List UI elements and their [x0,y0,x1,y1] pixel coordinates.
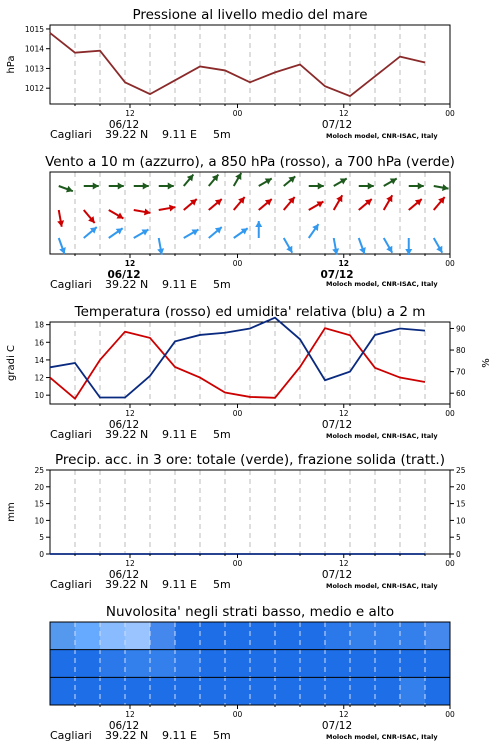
y-tick-label: 1015 [24,24,44,34]
y-tick-label: 1012 [24,84,44,94]
wind-arrow [159,183,174,190]
cloud-cell [275,650,301,678]
panel-title: Pressione al livello medio del mare [132,7,368,23]
y-tick-label: 1013 [24,64,44,74]
cloud-cell [275,622,301,650]
location-lon: 9.11 E [162,278,197,291]
date-label: 07/12 [321,419,353,431]
wind-arrow [434,197,445,210]
y2-tick-label: 20 [456,482,466,492]
x-tick-label: 12 [125,559,135,568]
location-lat: 39.22 N [105,428,149,441]
wind-arrow [359,183,374,190]
location-elev: 5m [213,729,231,742]
location-lon: 9.11 E [162,128,197,141]
date-label: 06/12 [108,419,140,431]
cloud-cell [125,622,151,650]
cloud-cell [325,650,351,678]
wind-arrow [134,183,149,190]
cloud-cell [50,677,76,705]
location-elev: 5m [213,128,231,141]
location-lat: 39.22 N [105,278,149,291]
cloud-cell [425,677,451,705]
cloud-cell [200,650,226,678]
cloud-cell [325,677,351,705]
cloud-cell [125,677,151,705]
date-label: 06/12 [108,569,140,581]
wind-arrow [405,238,412,255]
wind-arrow [109,228,123,238]
cloud-cell [175,622,201,650]
cloud-cell [300,622,326,650]
cloud-cell [325,622,351,650]
y2-tick-label: 70 [456,367,466,377]
x-tick-label: 00 [445,109,455,118]
cloud-cell [200,677,226,705]
wind-arrow [184,199,197,210]
cloud-cell [275,677,301,705]
cloud-cell [350,650,376,678]
x-tick-label: 00 [232,559,243,568]
wind-arrow-head [368,183,374,190]
x-tick-label: 00 [232,109,243,118]
x-tick-label: 12 [125,710,135,719]
cloud-cell [425,622,451,650]
cloud-cell [100,650,126,678]
wind-arrow [359,238,366,254]
cloud-cell [225,650,251,678]
model-credit: Moloch model, CNR-ISAC, Italy [326,582,438,590]
wind-arrow-head [318,183,324,190]
wind-arrow [332,238,339,255]
cloud-cell [300,677,326,705]
wind-arrow-head [418,183,424,190]
cloud-cell [400,650,426,678]
cloud-cell [375,677,401,705]
y-tick-label: 25 [34,466,44,475]
y2-tick-label: 0 [456,550,461,559]
x-tick-label: 00 [445,559,455,568]
cloud-cell [75,677,101,705]
location-name: Cagliari [50,578,92,591]
wind-arrow [334,178,347,186]
wind-arrow [409,183,424,190]
cloud-cell [250,650,276,678]
wind-arrow [109,210,124,219]
x-tick-label: 00 [232,259,243,268]
cloud-cell [100,677,126,705]
wind-arrow [259,199,272,210]
cloud-cell [375,622,401,650]
wind-arrow [159,205,176,212]
date-label: 06/12 [107,269,141,281]
wind-arrow [184,229,199,238]
wind-arrow [434,238,443,253]
wind-arrow-head [255,221,262,227]
y-tick-label: 5 [39,533,44,543]
cloud-cell [300,650,326,678]
cloud-cell [350,622,376,650]
x-tick-label: 12 [338,109,349,118]
x-tick-label: 00 [445,409,455,418]
wind-arrow [284,238,293,253]
wind-arrow [209,199,222,210]
wind-arrow [84,210,95,223]
wind-arrow [109,183,124,190]
y2-tick-label: 80 [456,346,466,356]
date-label: 07/12 [321,569,353,581]
humidity-line [50,318,425,398]
wind-arrow [84,183,99,190]
location-name: Cagliari [50,128,92,141]
location-name: Cagliari [50,428,92,441]
cloud-cell [375,650,401,678]
date-label: 07/12 [321,119,353,131]
cloud-cell [150,622,176,650]
cloud-cell [50,650,76,678]
wind-arrow-head [118,183,124,190]
location-lon: 9.11 E [162,729,197,742]
location-elev: 5m [213,578,231,591]
x-tick-label: 12 [338,409,349,418]
wind-arrow [134,208,151,215]
cloud-cell [200,622,226,650]
location-elev: 5m [213,428,231,441]
cloud-cell [225,622,251,650]
wind-arrow [234,173,242,186]
x-tick-label: 00 [232,409,243,418]
y2-tick-label: 90 [456,324,466,334]
wind-arrow [59,186,73,193]
y-axis-label: mm [6,502,17,522]
x-tick-label: 12 [338,559,349,568]
cloud-cell [75,622,101,650]
date-label: 07/12 [321,720,353,732]
wind-arrow [309,183,324,190]
cloud-cell [50,622,76,650]
y-tick-label: 0 [39,550,44,559]
date-label: 06/12 [108,720,140,732]
wind-arrow [309,224,319,238]
location-lon: 9.11 E [162,578,197,591]
y2-tick-label: 15 [456,499,466,509]
date-label: 06/12 [108,119,140,131]
panel-title: Precip. acc. in 3 ore: totale (verde), frazione solida (tratt.) [55,452,445,468]
wind-arrow [284,197,295,210]
wind-arrow [57,210,64,227]
y2-tick-label: 10 [456,516,466,526]
panel-title: Nuvolosita' negli strati basso, medio e alto [105,604,395,620]
cloud-cell [400,622,426,650]
y-tick-label: 18 [34,320,44,330]
cloud-cell [350,677,376,705]
wind-arrow [134,229,149,238]
y-axis-label: hPa [6,55,17,74]
model-credit: Moloch model, CNR-ISAC, Italy [326,733,438,741]
x-tick-label: 12 [124,259,136,268]
wind-arrow [384,178,397,186]
x-tick-label: 00 [232,710,243,719]
y-tick-label: 20 [34,482,44,492]
temperature-line [50,328,425,399]
location-lat: 39.22 N [105,128,149,141]
wind-arrow [84,227,97,238]
cloud-cell [250,622,276,650]
x-tick-label: 00 [445,259,455,268]
y-tick-label: 1014 [24,44,44,54]
cloud-cell [400,677,426,705]
cloud-cell [75,650,101,678]
wind-arrow-head [93,183,99,190]
wind-arrow [209,175,219,186]
cloud-cell [150,650,176,678]
wind-arrow-head [168,183,174,190]
wind-arrow [184,175,194,186]
y-tick-label: 12 [34,373,44,383]
wind-arrow [384,238,393,253]
wind-arrow [284,176,295,186]
y-tick-label: 10 [34,516,44,526]
x-tick-label: 00 [445,710,455,719]
wind-arrow [157,238,164,255]
wind-arrow [59,238,66,254]
x-tick-label: 12 [338,259,349,268]
wind-arrow [309,201,324,210]
location-name: Cagliari [50,278,92,291]
cloud-cell [175,650,201,678]
wind-arrow [234,228,248,238]
location-name: Cagliari [50,729,92,742]
pressure-line [50,33,425,96]
y-tick-label: 10 [34,391,44,401]
x-tick-label: 12 [338,710,349,719]
y2-tick-label: 60 [456,389,466,399]
location-lat: 39.22 N [105,578,149,591]
wind-arrow-head [143,183,149,190]
x-tick-label: 12 [125,109,135,118]
wind-arrow [434,184,449,191]
y2-tick-label: 25 [456,466,466,475]
y-axis-label: gradi C [6,345,17,381]
y2-axis-label: % [481,358,492,368]
wind-arrow [234,197,245,210]
wind-arrow [259,178,272,186]
cloud-cell [150,677,176,705]
wind-arrow [334,195,343,210]
cloud-cell [250,677,276,705]
date-label: 07/12 [320,269,354,281]
cloud-cell [225,677,251,705]
y-tick-label: 15 [34,499,44,509]
model-credit: Moloch model, CNR-ISAC, Italy [326,280,438,288]
location-lat: 39.22 N [105,729,149,742]
cloud-cell [125,650,151,678]
panel-title: Vento a 10 m (azzurro), a 850 hPa (rosso), a 700 hPa (verde) [45,154,455,170]
y2-tick-label: 5 [456,533,461,543]
panel-title: Temperatura (rosso) ed umidita' relativa (blu) a 2 m [74,304,426,320]
x-tick-label: 12 [125,409,135,418]
cloud-cell [175,677,201,705]
cloud-cell [425,650,451,678]
model-credit: Moloch model, CNR-ISAC, Italy [326,132,438,140]
model-credit: Moloch model, CNR-ISAC, Italy [326,432,438,440]
wind-arrow [359,199,372,210]
wind-arrow [255,221,262,238]
cloud-cell [100,622,126,650]
y-tick-label: 16 [34,338,44,348]
wind-arrow [409,199,422,210]
wind-arrow [384,195,393,210]
wind-arrow [209,227,222,238]
location-elev: 5m [213,278,231,291]
y-tick-label: 14 [34,355,44,365]
location-lon: 9.11 E [162,428,197,441]
